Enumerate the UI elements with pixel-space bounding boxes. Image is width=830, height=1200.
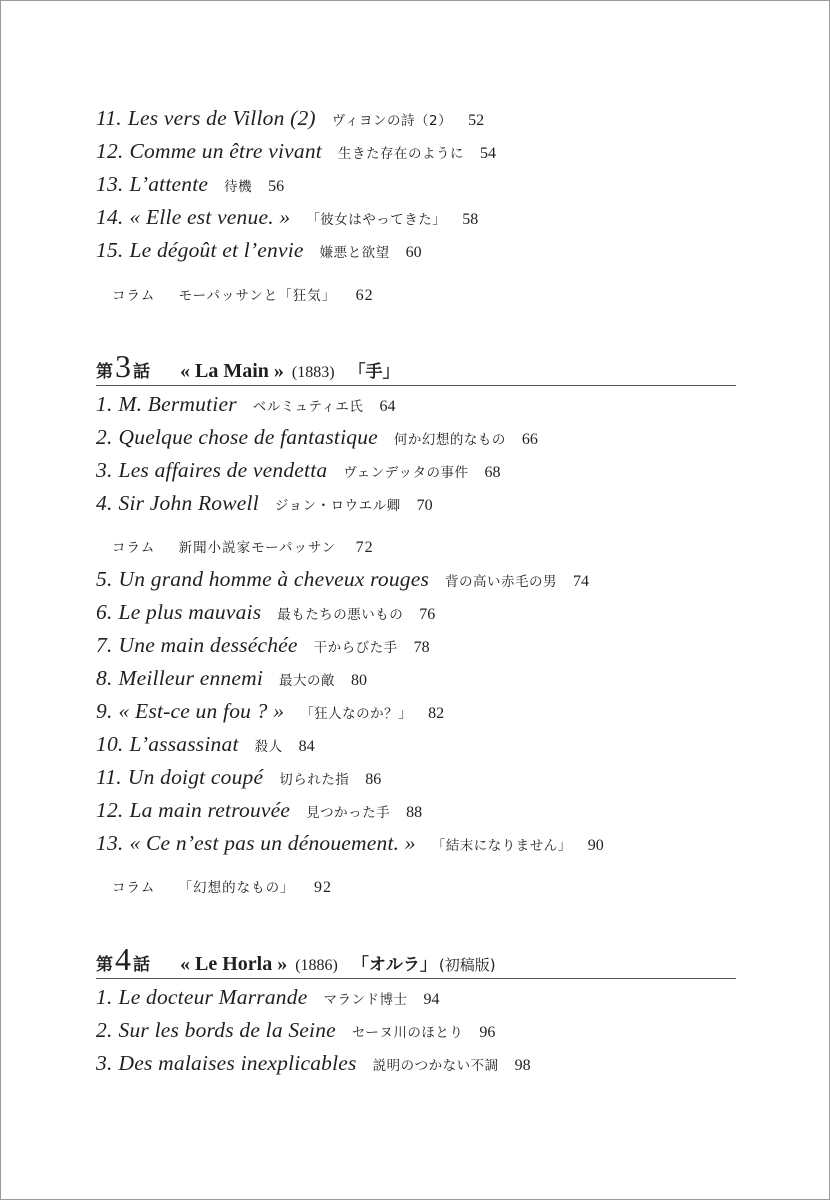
entry-number: 10. <box>96 732 124 756</box>
entry-number: 8. <box>96 666 113 690</box>
entry-title-fr: La main retrouvée <box>129 798 291 822</box>
entry-number: 3. <box>96 1051 113 1075</box>
entry-number: 11. <box>96 106 122 130</box>
entry-title-jp: ベルミュティエ氏 <box>252 399 364 415</box>
entry-page: 52 <box>468 112 485 129</box>
entry-title-jp: ジョン・ロウエル卿 <box>274 498 401 514</box>
entry-title-jp: ヴェンデッタの事件 <box>343 465 469 481</box>
toc-entry[interactable] <box>96 985 439 1018</box>
chapter-title-fr: « Le Horla » <box>180 953 288 975</box>
chapter-heading[interactable] <box>96 938 736 979</box>
entry-page: 84 <box>298 738 315 755</box>
chapter-prefix: 第 <box>96 362 113 382</box>
entry-page: 70 <box>416 497 433 514</box>
toc-entry[interactable] <box>96 458 501 491</box>
entry-page: 90 <box>587 837 604 854</box>
chapter-year: (1886) <box>295 957 338 974</box>
entry-page: 56 <box>268 178 285 195</box>
entry-page: 96 <box>479 1024 496 1041</box>
entry-number: 5. <box>96 567 113 591</box>
entry-title-fr: Les affaires de vendetta <box>118 458 328 482</box>
column-entry[interactable] <box>112 536 374 557</box>
entry-number: 2. <box>96 1018 113 1042</box>
entry-page: 58 <box>462 211 479 228</box>
entry-title-fr: Un doigt coupé <box>127 765 264 789</box>
entry-title-fr: Une main desséchée <box>118 633 298 657</box>
entry-title-jp: 説明のつかない不調 <box>372 1058 499 1074</box>
entry-title-fr: Le dégoût et l’envie <box>129 238 304 262</box>
entry-page: 76 <box>419 606 436 623</box>
entry-title-fr: Quelque chose de fantastique <box>118 425 378 449</box>
toc-entry[interactable] <box>96 106 484 139</box>
toc-entry[interactable] <box>96 425 538 458</box>
entry-title-fr: Un grand homme à cheveux rouges <box>118 567 430 591</box>
entry-title-fr: M. Bermutier <box>118 392 237 416</box>
chapter-year: (1883) <box>291 364 335 381</box>
entry-title-jp: ヴィヨンの詩（2） <box>331 113 453 129</box>
entry-page: 68 <box>484 464 501 481</box>
entry-page: 94 <box>423 991 440 1008</box>
chapter-heading[interactable] <box>96 345 736 386</box>
toc-entry[interactable] <box>96 831 604 864</box>
column-title: 「幻想的なもの」 <box>178 880 295 896</box>
toc-entry[interactable] <box>96 238 422 271</box>
entry-title-fr: Des malaises inexplicables <box>118 1051 357 1075</box>
entry-title-jp: 干からびた手 <box>313 640 398 656</box>
entry-number: 11. <box>96 765 122 789</box>
entry-number: 12. <box>96 139 124 163</box>
entry-number: 13. <box>96 172 124 196</box>
chapter-suffix: 話 <box>133 362 150 382</box>
entry-title-jp: 切られた指 <box>279 772 350 788</box>
entry-title-fr: L’assassinat <box>129 732 239 756</box>
toc-entry[interactable] <box>96 392 395 425</box>
entry-title-jp: 最もたちの悪いもの <box>277 607 404 623</box>
entry-title-fr: Sir John Rowell <box>118 491 259 515</box>
entry-page: 82 <box>428 705 445 722</box>
entry-title-fr: Les vers de Villon (2) <box>127 106 316 130</box>
entry-title-fr: Comme un être vivant <box>129 139 322 163</box>
entry-title-jp: 「狂人なのか？」 <box>300 706 413 722</box>
entry-number: 12. <box>96 798 124 822</box>
chapter-suffix: 話 <box>133 955 150 975</box>
entry-title-jp: 「結末になりません」 <box>431 838 572 854</box>
toc-entry[interactable] <box>96 172 284 205</box>
toc-entry[interactable] <box>96 1051 531 1084</box>
toc-entry[interactable] <box>96 139 496 172</box>
chapter-prefix: 第 <box>96 955 113 975</box>
column-page: 92 <box>313 879 332 896</box>
entry-title-jp: 背の高い赤毛の男 <box>445 574 558 590</box>
entry-title-fr: L’attente <box>129 172 209 196</box>
column-label: コラム <box>112 540 156 556</box>
entry-title-jp: 待機 <box>224 179 253 195</box>
chapter-title-jp: 「手」 <box>348 362 400 382</box>
entry-title-fr: « Elle est venue. » <box>129 205 291 229</box>
entry-page: 54 <box>479 145 496 162</box>
entry-page: 74 <box>573 573 590 590</box>
column-label: コラム <box>112 288 156 304</box>
entry-number: 9. <box>96 699 113 723</box>
entry-number: 2. <box>96 425 113 449</box>
entry-title-jp: セーヌ川のほとり <box>351 1025 464 1041</box>
entry-title-fr: Le plus mauvais <box>118 600 262 624</box>
entry-title-fr: Le docteur Marrande <box>118 985 308 1009</box>
entry-number: 1. <box>96 985 113 1009</box>
entry-title-jp: 嫌悪と欲望 <box>319 245 390 261</box>
chapter-number: 3 <box>115 348 131 384</box>
entry-number: 15. <box>96 238 124 262</box>
toc-entry[interactable] <box>96 798 422 831</box>
column-label: コラム <box>112 880 156 896</box>
column-title: 新聞小説家モーパッサン <box>178 540 337 556</box>
column-page: 62 <box>355 287 374 304</box>
entry-title-fr: Sur les bords de la Seine <box>118 1018 336 1042</box>
entry-title-jp: 「彼女はやってきた」 <box>306 212 447 228</box>
entry-page: 60 <box>405 244 422 261</box>
toc-entry[interactable] <box>96 491 433 524</box>
entry-title-jp: 何か幻想的なもの <box>393 432 506 448</box>
toc-entry[interactable] <box>96 205 478 238</box>
entry-title-jp: 見つかった手 <box>306 805 391 821</box>
entry-title-jp: マランド博士 <box>323 992 408 1008</box>
entry-number: 14. <box>96 205 124 229</box>
toc-entry[interactable] <box>96 1018 495 1051</box>
entry-page: 98 <box>514 1057 531 1074</box>
column-entry[interactable] <box>112 284 374 305</box>
toc-entry[interactable] <box>96 666 367 699</box>
entry-page: 66 <box>521 431 538 448</box>
entry-number: 1. <box>96 392 113 416</box>
entry-number: 13. <box>96 831 124 855</box>
chapter-note: (初稿版) <box>438 956 496 974</box>
toc-entry[interactable] <box>96 600 435 633</box>
entry-page: 64 <box>379 398 396 415</box>
entry-title-fr: Meilleur ennemi <box>118 666 264 690</box>
entry-number: 6. <box>96 600 113 624</box>
entry-page: 86 <box>365 771 382 788</box>
entry-page: 88 <box>406 804 423 821</box>
toc-entry[interactable] <box>96 633 430 666</box>
entry-page: 80 <box>351 672 368 689</box>
entry-title-jp: 生きた存在のように <box>337 146 464 162</box>
chapter-title-jp: 「オルラ」 <box>351 955 437 975</box>
chapter-title-fr: « La Main » <box>180 360 284 382</box>
entry-title-jp: 最大の敵 <box>279 673 336 689</box>
toc-entry[interactable] <box>96 765 381 798</box>
entry-title-fr: « Est-ce un fou ? » <box>118 699 285 723</box>
entry-number: 7. <box>96 633 113 657</box>
toc-entry[interactable] <box>96 732 315 765</box>
entry-title-jp: 殺人 <box>254 739 283 755</box>
toc-entry[interactable] <box>96 699 444 732</box>
entry-title-fr: « Ce n’est pas un dénouement. » <box>129 831 416 855</box>
column-page: 72 <box>355 539 374 556</box>
chapter-number: 4 <box>115 941 131 977</box>
entry-page: 78 <box>413 639 430 656</box>
column-entry[interactable] <box>112 876 332 897</box>
toc-entry[interactable] <box>96 567 589 600</box>
entry-number: 3. <box>96 458 113 482</box>
entry-number: 4. <box>96 491 113 515</box>
column-title: モーパッサンと「狂気」 <box>178 288 337 304</box>
